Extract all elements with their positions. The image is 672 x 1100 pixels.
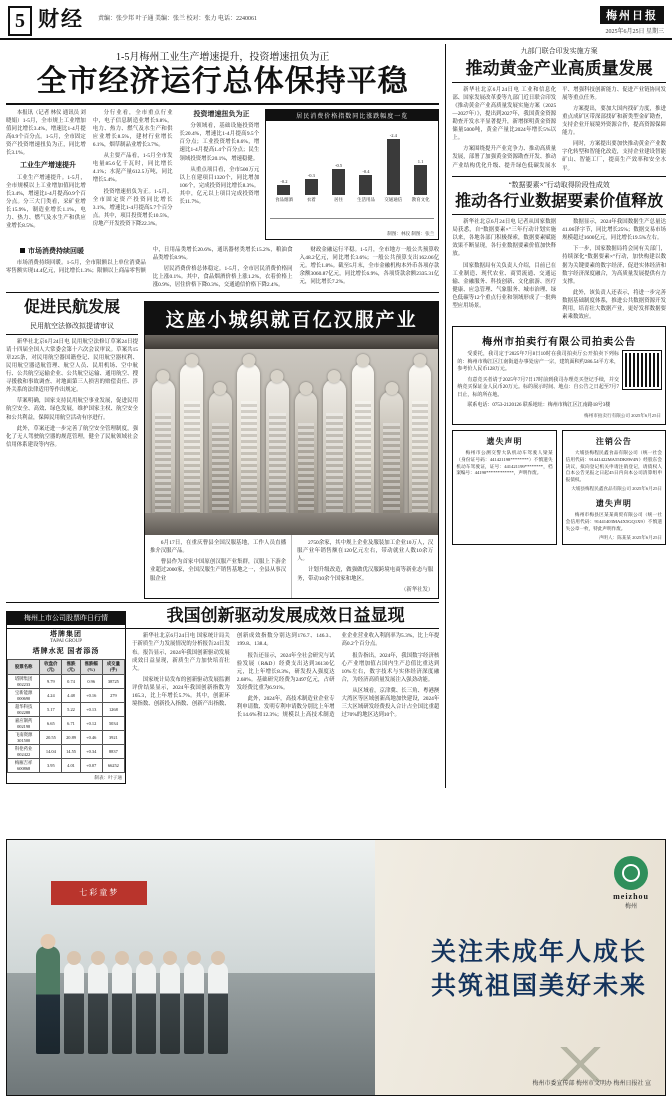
page-columns — [0, 40, 672, 788]
cell: 超华科技 002288 — [8, 702, 40, 716]
paragraph: 从主要产品看，1-5月全市发电量85.6亿千瓦时，同比增长4.1%；水泥产量612.5万吨，同比增长5.4%。 — [92, 153, 173, 184]
student-figure — [88, 962, 108, 1054]
paragraph: 草案明确，国家支持民用航空事业发展，促进民用航空安全、高效、绿色发展，维护国家主权、航空安全和公共利益，保障民用航空活动有序进行。 — [6, 398, 138, 421]
cell: 3921 — [102, 730, 124, 744]
paragraph: 分行业看，全市重点行业中，电子信息制造业增长9.8%，电力、热力、燃气及水生产和供应业增长8.5%，建材行业增长6.1%，烟草制品业增长3.7%。 — [92, 109, 173, 149]
col-header: 股票名称 — [8, 659, 40, 674]
bar-value: -0.5 — [335, 162, 343, 168]
cell: 0.74 — [62, 674, 80, 688]
cell: 38725 — [102, 674, 124, 688]
aviation-body — [6, 338, 138, 452]
paragraph: 从区域看，京津冀、长三角、粤港澳大湾区等区域创新高地加快建设，2024年三大区域研发经费投入合计占全国比重超过70%的地区达到10个。 — [341, 688, 440, 719]
innovation-title: 我国创新驱动发展成效日益显现 — [166, 605, 405, 625]
paragraph: 同时，方案提出要加快推动黄金产业数字化转型和智能化改造，支持企业建设智能矿山、智能工厂，提高生产效率和安全水平。 — [562, 141, 666, 172]
mannequin — [237, 363, 260, 535]
bar-rect — [305, 179, 318, 195]
notice-title: 注销公告 — [595, 436, 632, 446]
ad-banner-text: 七彩童梦 — [51, 881, 147, 905]
teacher-figure — [36, 946, 60, 1054]
cell: 飞南资源 301500 — [8, 730, 40, 744]
mannequin — [409, 363, 432, 535]
bar-rect — [332, 169, 345, 195]
cell: +0.34 — [80, 744, 102, 758]
paragraph: 此外，该负责人还表示，将进一步完善数据基础制度体系，推进公共数据资源开发利用，培育壮大数据产业，更好发挥数据要素乘数效应。 — [562, 289, 666, 321]
cell: 科伦药业 002422 — [8, 744, 40, 758]
notice-signature: 声明人：陈某某 2025年6月25日 — [598, 534, 662, 540]
ad-slogan-line2: 共筑祖国美好未来 — [430, 972, 647, 1000]
cell: 0.96 — [80, 674, 102, 688]
cell: 4.24 — [40, 688, 62, 702]
chart-title: 居民消费价格指数同比涨跌幅度一览 — [266, 110, 438, 121]
mannequin — [266, 379, 289, 535]
bar-value: -0.3 — [307, 172, 315, 178]
chart-bar-item — [271, 179, 297, 203]
table-row — [8, 702, 125, 716]
bar-label: 教育文化 — [411, 196, 430, 202]
masthead-credits: 责编：张少邦 叶子通 美编：张兰 校对：张力 电话：2240061 — [98, 16, 258, 22]
divider — [452, 214, 666, 215]
paragraph: 下一步，国家数据局将会同有关部门，持续深化“数据要素×”行动，加快构建以数据为关键要素的数字经济，促进实体经济和数字经济深度融合，为高质量发展提供有力支撑。 — [562, 246, 666, 285]
cell: 20.55 — [40, 730, 62, 744]
paragraph: 国家数据局有关负责人介绍，目前已在工业制造、现代农业、商贸流通、交通运输、金融服务、科技创新、文化旅游、医疗健康、应急管理、气象服务、城市治理、绿色低碳等12个重点行业和领域形成了一批典型应用场景。 — [452, 262, 557, 310]
lead-body — [6, 109, 259, 231]
ad-footer: 梅州市委宣传部 梅州市文明办 梅州日报社 宣 — [532, 1081, 651, 1087]
masthead — [0, 0, 672, 40]
paragraph: 报告指出，2024年，我国数字经济核心产业增加值占国内生产总值比重达到10%左右，数字技术与实体经济深度融合，为经济高质量发展注入强劲动能。 — [341, 652, 440, 683]
paragraph: 数据显示，2024年我国数据生产总量达41.06泽字节，同比增长25%；数据交易市场规模超过1600亿元，同比增长19.5%左右。 — [562, 219, 666, 242]
page-number: 5 — [8, 6, 32, 36]
data-kicker: “数据要素×”行动取得阶段性成效 — [508, 180, 610, 189]
gold-title: 推动黄金产业高质量发展 — [465, 59, 653, 78]
mannequin — [323, 379, 346, 535]
paragraph: 受委托，我司定于2025年7月8日10时在我司拍卖厅公开拍卖下列标的：梅州市梅江区江南街道办事处房产一宗，建筑面积约286.54平方米，参考价人民币128万元。 — [457, 352, 619, 373]
chart-bars — [270, 125, 434, 203]
data-body — [452, 218, 666, 321]
bottom-public-service-ad — [6, 839, 666, 1096]
cell: 3.95 — [40, 758, 62, 772]
left-column — [6, 44, 446, 788]
aviation-title: 促进民航发展 — [23, 299, 120, 317]
logo-en: meizhou — [613, 892, 649, 901]
paragraph: 财政金融运行平稳。1-5月，全市地方一般公共预算收入48.2亿元，同比增长3.6%；一般公共预算支出162.06亿元。增长1.8%。截至5月末，全市金融机构本外币各项存款余额3060.87亿元，同比增长6.9%，各项贷款余额2335.31亿元，同比增长7.2%。 — [299, 246, 440, 286]
bar-value: 1.1 — [417, 158, 424, 164]
paragraph: 方案围绕提升产业竞争力、推动高质量发展，部署了加强黄金资源勘查开发、推动产业结构优化升级、提升绿色低碳发展水平、增强科技创新能力、促进产业链协同发展等重点任务。 — [452, 86, 666, 169]
cell: 6.71 — [62, 716, 80, 730]
bar-rect — [277, 185, 290, 195]
qr-code-icon — [623, 351, 661, 389]
notice-body: 梅州市公测交警大队机动车驾驶人梁某（身份证号码：441421198********）不慎遗失机动车驾驶证，证号：441421199********，档案编号：44190************，声明作废。 — [456, 449, 553, 476]
paper-brand — [600, 6, 664, 35]
notice-title: 遗失声明 — [595, 499, 632, 509]
paragraph: 曹县作为首家中国原创汉服产业集群，汉服上下游企业超过2000家，全国汉服生产销售基地之一，全县从事汉服企业 — [150, 559, 287, 582]
bar-value: -2.4 — [389, 132, 397, 138]
cell: +0.12 — [80, 716, 102, 730]
right-column — [446, 44, 666, 788]
paragraph: 国家统计局发布的创新驱动发展监测评价结果显示，2024年我国创新指数为165.3，比上年增长5.7%。其中，创新环境指数、创新投入指数、创新产出指数、创新成效指数分别达到176.7、146.3、199.8、138.4。 — [132, 633, 335, 708]
paper-date: 2025年6月25日 星期三 — [605, 29, 664, 35]
paragraph: 6月17日，在重庆曹县全国汉服基地，工作人员直播推介汉服产品。 — [150, 540, 287, 555]
hanfu-photo — [145, 335, 438, 535]
meizhou-logo — [613, 856, 649, 910]
notice-cancellation — [562, 430, 666, 545]
student-figure — [136, 962, 156, 1054]
notice-body: 大埔县梅程民鑫食品有限公司（统一社会信用代码：91441422MA55DK8W4N）经股东会决议，拟向登记机关申请注销登记，请债权人自本公告见报之日起45日内向本公司清算组申报债权。 — [565, 449, 662, 483]
cell: 1268 — [102, 702, 124, 716]
cell: 279 — [102, 688, 124, 702]
cell: 宝新能源 000690 — [8, 688, 40, 702]
chart-axis — [270, 218, 434, 219]
paragraph: 此外，2024年，高技术制造业企业专利申请数、发明专利申请数分别比上年增长14.6%和12.3%；规模以上高技术制造业企业营业收入利润率为5.3%，比上年提高0.2个百分点。 — [236, 633, 440, 719]
bar-rect — [414, 165, 427, 195]
student-figure — [208, 962, 228, 1054]
divider — [6, 292, 439, 293]
table-row — [8, 716, 125, 730]
paragraph: 此外，草案还进一步完善了航空安全管理制度，强化了无人驾驶航空器的规范管理，健全了民航领域社会信用体系建设等内容。 — [6, 425, 138, 448]
mannequin — [352, 363, 375, 535]
paragraph: 从重点项目看，全市500万元以上在建项目1320个，同比增加106个，完成投资同比增长8.3%。其中，亿元以上项目完成投资增长11.7%。 — [179, 166, 260, 206]
ad-slogan-line1: 关注未成年人成长 — [430, 939, 647, 966]
notice-signature: 大埔县梅程民鑫食品有限公司 2025年6月25日 — [571, 486, 662, 492]
paragraph: 分领域看，基础设施投资增长20.4%，增速比1-4月提高9.5个百分点；工业投资增长8.6%，增速比1-4月提高1.4个百分点；民生领域投资增长20.1%，增速稳健。 — [179, 123, 260, 162]
divider — [452, 82, 666, 83]
paragraph: 居民消费价格总体稳定。1-5月，全市居民消费价格同比上涨0.1%。其中，食品烟酒价格上涨1.2%，衣着价格上涨0.9%，居住价格下降0.3%，交通通信价格下降2.4%。 — [152, 265, 293, 289]
subhead-text: 市场消费持续回暖 — [28, 246, 84, 255]
lead-subhead-industry: 工业生产增速提升 — [20, 161, 76, 170]
lead-headline: 全市经济运行总体保持平稳 — [36, 65, 409, 98]
bar-value: -0.4 — [362, 168, 370, 174]
student-figure — [160, 962, 180, 1054]
mannequin-row — [145, 335, 438, 535]
section-title: 财经 — [38, 7, 84, 31]
data-title: 推动各行业数据要素价值释放 — [455, 192, 664, 210]
stock-sponsor-logo — [7, 625, 125, 646]
chart-bar-item — [326, 163, 352, 203]
sponsor-name: 塔牌集团 — [50, 629, 82, 638]
paragraph: 联系电话：0753-2120126 联系地址：梅州市梅江区江南路18号3楼 — [467, 403, 611, 409]
chart-bar-item — [380, 133, 406, 203]
bar-label: 居住 — [334, 196, 344, 202]
logo-cn: 梅州 — [625, 904, 638, 910]
table-row — [8, 688, 125, 702]
divider — [6, 602, 439, 603]
cell: 嘉应制药 002198 — [8, 716, 40, 730]
bar-label: 衣着 — [306, 196, 316, 202]
hanfu-feature — [144, 296, 439, 599]
col-header: 成交量(手) — [102, 659, 124, 674]
bar-label: 交通通信 — [384, 196, 403, 202]
student-figure — [112, 962, 132, 1054]
logo-emblem-icon — [614, 856, 648, 890]
cell: 5.22 — [62, 702, 80, 716]
paragraph: 本报讯（记者 林仪 通讯员 刘晓娟）1-5月，全市规上工业增加值同比增长3.4%，增速比1-4月提高0.9个百分点。1-5月，全市固定资产投资增速扭负为正，同比增长3.1%。 — [6, 109, 86, 157]
stock-table-box — [6, 611, 126, 784]
cell: 4.48 — [62, 688, 80, 702]
table-row — [8, 730, 125, 744]
table-header-row — [8, 659, 125, 674]
chart-bar-item — [408, 159, 434, 203]
notice-title: 遗失声明 — [486, 436, 523, 446]
paragraph: 工业生产增速提升。1-5月，全市规模以上工业增加值同比增长3.4%，增速比1-4月提高0.9个百分点。分三大门类看，采矿业增长15.9%，制造业增长1.1%，电力、热力、燃气及水生产和供应业增长8.5%。 — [6, 174, 86, 230]
table-row — [8, 674, 125, 688]
ad-photo — [7, 840, 375, 1095]
cell: 梅雁吉祥 600868 — [8, 758, 40, 772]
auction-notice — [452, 326, 666, 424]
lead-subhead-invest: 投资增速扭负为正 — [193, 109, 250, 118]
bar-rect — [387, 139, 400, 195]
cell: 5034 — [102, 716, 124, 730]
cell: 8837 — [102, 744, 124, 758]
mannequin — [180, 363, 203, 535]
stock-footer: 制表：叶子通 — [94, 774, 122, 780]
photo-floor — [145, 513, 438, 535]
sponsor-slogan: 塔牌水泥 国者添汤 — [32, 646, 100, 655]
cell: 66252 — [102, 758, 124, 772]
bar-label: 生活用品 — [356, 196, 375, 202]
paragraph: 投资增速扭负为正。1-5月，全市固定资产投资同比增长3.1%，增速比1-4月提高5.7个百分点。其中，项目投资增长10.5%，房地产开发投资下降22.3%。 — [92, 188, 173, 228]
hanfu-title: 这座小城织就百亿汉服产业 — [145, 302, 438, 335]
hanfu-byline: （新华社发） — [400, 586, 434, 593]
col-header: 收盘价(元) — [40, 659, 62, 674]
bar-label: 食品烟酒 — [274, 196, 293, 202]
stock-table — [7, 659, 125, 773]
lead-kicker: 1-5月梅州工业生产增速提升，投资增速扭负为正 — [115, 52, 330, 63]
hanfu-feature-box — [144, 301, 439, 599]
paragraph: 有意竞买者请于2025年7月7日17时前到我司办理竞买登记手续，并交纳竞买保证金人民币20万元。标的展示时间、地点：自公告之日起至7月7日止，标的所在地。 — [457, 377, 619, 398]
auction-title: 梅州市拍卖行有限公司拍卖公告 — [482, 337, 637, 349]
chart-bar-item — [298, 173, 324, 203]
lead-subhead-market — [6, 246, 146, 257]
col-header: 涨跌(元) — [62, 659, 80, 674]
chart-note: 制图：林仪 制图：张兰 — [387, 230, 435, 236]
cell: 5.17 — [40, 702, 62, 716]
mannequin — [152, 379, 175, 535]
cell: 14.04 — [40, 744, 62, 758]
hanfu-caption — [145, 535, 438, 598]
bar-value: -0.2 — [280, 178, 288, 184]
chart-bar-item — [353, 169, 379, 203]
lead-body-2 — [6, 246, 439, 290]
stock-title: 梅州上市公司股票昨日行情 — [7, 612, 125, 625]
paragraph: 新华社北京6月24日电 记者从国家数据局获悉，自“数据要素×”三年行动计划实施以来，各地各部门积极探索，数据要素赋能效果不断显现，各行业数据要素价值加快释放。 — [452, 219, 557, 258]
cell: 4.01 — [62, 758, 80, 772]
paragraph: 2750余家，其中规上企业及服装加工企业10万人，汉服产业年销售额在120亿元左右，带动就业人数10余万人。 — [297, 540, 434, 563]
auction-signature: 梅州市拍卖行有限公司 2025年6月25日 — [584, 412, 661, 418]
cell: 20.89 — [62, 730, 80, 744]
bar-rect — [359, 175, 372, 195]
divider — [6, 334, 138, 335]
paragraph: 计划升级改造，做强做优汉服跨境电商等新业态与服务，带动10余个国家和地区。 — [297, 567, 434, 582]
notice-lost-statement — [452, 430, 556, 545]
paragraph: 报告还显示，2024年全社会研究与试验发展（R&D）经费支出达到36130亿元，比上年增长8.3%，研发投入强度达2.68%。基础研究经费为2497亿元，占研发经费比重为6.91%。 — [236, 652, 335, 691]
chart-plot — [266, 121, 438, 231]
paper-name: 梅州日报 — [600, 6, 664, 24]
cell: 塔牌集团 002233 — [8, 674, 40, 688]
sponsor-name-en: TAPAI GROUP — [49, 638, 83, 644]
auction-body — [457, 351, 661, 419]
paragraph: 新华社北京6月24日电 国家统计局关于新质生产力发展情况的分析报告24日发布。报告显示，2024年我国创新驱动发展成效日益显现，新质生产力加快培育壮大。 — [132, 633, 230, 672]
notice-body: 梅州市梅县区某某商贸有限公司（统一社会信用代码：91441403MA4X5GQ1X9）不慎遗失公章一枚，特此声明作废。 — [565, 512, 662, 531]
paragraph: 新华社北京6月24日电 工业和信息化部、国家发展改革委等九部门近日联合印发《推动黄金产业高质量发展实施方案（2025—2027年）》，提出到2027年，我国黄金资源勘查开发水平显著提升，新增探明黄金资源储量5000吨，黄金产量比2024年增长5%以上。 — [452, 86, 557, 142]
cpi-chart — [265, 109, 439, 240]
bullet-square-icon — [20, 248, 25, 253]
paragraph: 方案提出，要加大国内找矿力度，推进重点成矿区带深部找矿和新类型金矿勘查，支持企业开展境外资源合作，提高资源保障能力。 — [562, 105, 666, 137]
aviation-article — [6, 296, 138, 599]
student-figure — [64, 962, 84, 1054]
table-row — [8, 744, 125, 758]
cell: +0.16 — [80, 688, 102, 702]
col-header: 涨跌幅(%) — [80, 659, 102, 674]
gold-kicker: 九部门联合印发实施方案 — [520, 47, 598, 55]
cell: 9.79 — [40, 674, 62, 688]
ad-people-group — [36, 946, 360, 1054]
paragraph: 市场消费持续回暖。1-5月，全市限额以上单位消费品零售额实现14.4亿元，同比增长1.3%；限额以上商品零售额中，日用品类增长20.6%，通讯器材类增长15.2%，粮油食品类增长8.9%。 — [6, 246, 293, 275]
cell: 14.55 — [62, 744, 80, 758]
cell: +0.13 — [80, 702, 102, 716]
student-figure — [184, 962, 204, 1054]
mountain-graphic-icon — [520, 1047, 641, 1081]
cell: +0.46 — [80, 730, 102, 744]
classified-notices — [452, 430, 666, 545]
ad-slogan — [431, 936, 647, 1004]
divider — [6, 103, 439, 105]
divider — [452, 176, 666, 177]
ad-text-area — [362, 840, 665, 1095]
cell: +0.07 — [80, 758, 102, 772]
paragraph: 新华社北京6月24日电 民用航空法修订草案24日提请十四届全国人大常委会第十六次会议审议。草案共15章225条，对民用航空器国籍登记、民用航空器权利、民用航空器适航管理、航空人员、民用机场、空中航行、公共航空运输企业、公共航空运输、通用航空、搜寻援救和事故调查、对地面第三人损害的赔偿责任、涉外关系的法律适用等作出规定。 — [6, 338, 138, 394]
aviation-subtitle: 民用航空法修改拟提请审议 — [30, 321, 114, 330]
caption-right — [291, 535, 438, 598]
gold-body — [452, 86, 666, 173]
innovation-body — [132, 632, 439, 719]
caption-left — [145, 535, 291, 598]
cell: 6.65 — [40, 716, 62, 730]
table-row — [8, 758, 125, 772]
